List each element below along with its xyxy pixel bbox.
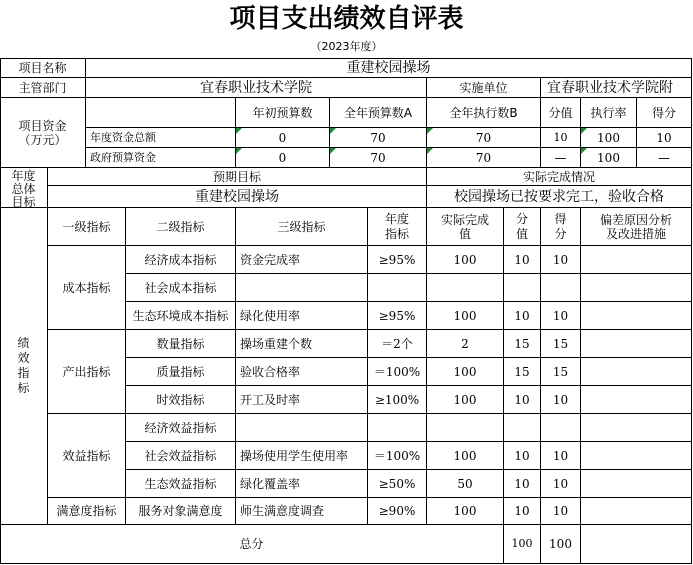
row-score[interactable]: 10	[541, 302, 581, 330]
row-score[interactable]: 10	[541, 442, 581, 470]
row-analysis[interactable]	[581, 246, 692, 274]
row-score-value[interactable]: 10	[504, 246, 541, 274]
row-l2: 数量指标	[126, 330, 236, 358]
total-label: 总分	[0, 525, 504, 564]
row-l3[interactable]: 验收合格率	[236, 358, 368, 386]
funds-row-total-executed[interactable]: 70	[427, 128, 541, 148]
funds-row-total-label: 年度资金总额	[86, 128, 236, 148]
row-analysis[interactable]	[581, 386, 692, 414]
row-analysis[interactable]	[581, 414, 692, 442]
row-score[interactable]: 10	[541, 246, 581, 274]
funds-header-annual: 全年预算数A	[330, 98, 427, 128]
funds-header-blank	[86, 98, 236, 128]
row-score[interactable]: 10	[541, 386, 581, 414]
indicators-side-label: 绩效指标	[0, 208, 48, 525]
row-actual[interactable]: 100	[427, 246, 504, 274]
funds-header-exec-rate: 执行率	[581, 98, 637, 128]
row-actual[interactable]: 50	[427, 470, 504, 498]
row-l2: 经济效益指标	[126, 414, 236, 442]
expected-goal-header: 预期目标	[48, 168, 427, 186]
row-score[interactable]	[541, 274, 581, 302]
row-l3[interactable]: 师生满意度调查	[236, 498, 368, 525]
total-analysis[interactable]	[581, 525, 692, 564]
funds-row-gov-label: 政府预算资金	[86, 148, 236, 168]
row-target[interactable]: ＝2个	[368, 330, 427, 358]
funds-row-total-initial[interactable]: 0	[236, 128, 330, 148]
row-analysis[interactable]	[581, 442, 692, 470]
row-l3[interactable]: 开工及时率	[236, 386, 368, 414]
row-target[interactable]: ＝100%	[368, 358, 427, 386]
project-name-label: 项目名称	[0, 58, 86, 78]
row-score-value[interactable]: 10	[504, 442, 541, 470]
row-score-value[interactable]	[504, 274, 541, 302]
row-score-value[interactable]: 10	[504, 386, 541, 414]
table-year: （2023年度）	[310, 40, 383, 53]
project-name-value[interactable]: 重建校园操场	[86, 58, 692, 78]
row-analysis[interactable]	[581, 302, 692, 330]
row-target[interactable]: ≥50%	[368, 470, 427, 498]
dept-label: 主管部门	[0, 78, 86, 98]
header-analysis: 偏差原因分析及改进措施	[581, 208, 692, 246]
funds-header-executed: 全年执行数B	[427, 98, 541, 128]
funds-header-initial: 年初预算数	[236, 98, 330, 128]
row-l2: 生态环境成本指标	[126, 302, 236, 330]
header-l1: 一级指标	[48, 208, 126, 246]
row-analysis[interactable]	[581, 498, 692, 525]
funds-label	[0, 98, 86, 168]
actual-goal-value[interactable]: 校园操场已按要求完工，验收合格	[427, 186, 692, 208]
table-title: 项目支出绩效自评表	[229, 4, 464, 34]
row-analysis[interactable]	[581, 274, 692, 302]
row-score-value[interactable]: 10	[504, 470, 541, 498]
row-l3[interactable]: 操场重建个数	[236, 330, 368, 358]
row-analysis[interactable]	[581, 330, 692, 358]
row-l2: 社会成本指标	[126, 274, 236, 302]
row-score[interactable]	[541, 414, 581, 442]
row-target[interactable]	[368, 274, 427, 302]
evaluation-table	[0, 58, 692, 564]
row-score-value[interactable]: 10	[504, 498, 541, 525]
funds-row-total-score[interactable]: 10	[637, 128, 692, 148]
row-l3[interactable]: 绿化使用率	[236, 302, 368, 330]
row-score-value[interactable]: 15	[504, 358, 541, 386]
row-score-value[interactable]: 15	[504, 330, 541, 358]
row-l3[interactable]: 绿化覆盖率	[236, 470, 368, 498]
funds-row-gov-initial[interactable]: 0	[236, 148, 330, 168]
row-l2: 服务对象满意度	[126, 498, 236, 525]
funds-row-gov-annual[interactable]: 70	[330, 148, 427, 168]
funds-row-total-annual[interactable]: 70	[330, 128, 427, 148]
funds-row-gov-exec-rate[interactable]: 100	[581, 148, 637, 168]
header-l3: 三级指标	[236, 208, 368, 246]
row-l3[interactable]: 操场使用学生使用率	[236, 442, 368, 470]
funds-header-score-value: 分值	[541, 98, 581, 128]
funds-row-gov-executed[interactable]: 70	[427, 148, 541, 168]
header-score: 得分	[541, 208, 581, 246]
row-l3[interactable]	[236, 414, 368, 442]
row-target[interactable]	[368, 414, 427, 442]
row-actual[interactable]: 100	[427, 386, 504, 414]
row-target[interactable]: ≥95%	[368, 246, 427, 274]
header-target: 年度指标	[368, 208, 427, 246]
row-score-value[interactable]: 10	[504, 302, 541, 330]
group-cost-label: 成本指标	[48, 246, 126, 330]
row-actual[interactable]: 100	[427, 442, 504, 470]
row-l3[interactable]	[236, 274, 368, 302]
row-l3[interactable]: 资金完成率	[236, 246, 368, 274]
dept-value[interactable]: 宜春职业技术学院	[86, 78, 427, 98]
row-l2: 生态效益指标	[126, 470, 236, 498]
total-score[interactable]: 100	[541, 525, 581, 564]
row-score[interactable]: 10	[541, 498, 581, 525]
annual-goal-label: 年度总体目标	[0, 168, 48, 208]
row-analysis[interactable]	[581, 470, 692, 498]
row-score[interactable]: 15	[541, 358, 581, 386]
funds-row-gov-score[interactable]: —	[637, 148, 692, 168]
row-actual[interactable]: 100	[427, 358, 504, 386]
row-target[interactable]: ≥90%	[368, 498, 427, 525]
row-score[interactable]: 10	[541, 470, 581, 498]
funds-row-gov-score-value[interactable]: —	[541, 148, 581, 168]
row-score-value[interactable]	[504, 414, 541, 442]
funds-row-total-score-value[interactable]: 10	[541, 128, 581, 148]
group-benefit-label: 效益指标	[48, 414, 126, 498]
total-score-value[interactable]: 100	[504, 525, 541, 564]
row-actual[interactable]: 2	[427, 330, 504, 358]
row-actual[interactable]: 100	[427, 498, 504, 525]
row-score[interactable]: 15	[541, 330, 581, 358]
row-target[interactable]: ≥100%	[368, 386, 427, 414]
row-analysis[interactable]	[581, 358, 692, 386]
row-actual[interactable]	[427, 274, 504, 302]
funds-row-total-exec-rate[interactable]: 100	[581, 128, 637, 148]
impl-unit-label: 实施单位	[427, 78, 541, 98]
group-output-label: 产出指标	[48, 330, 126, 414]
funds-label-line1: 项目资金	[18, 118, 67, 133]
impl-unit-value[interactable]: 宜春职业技术学院附	[541, 78, 692, 98]
row-target[interactable]: ≥95%	[368, 302, 427, 330]
row-l2: 社会效益指标	[126, 442, 236, 470]
row-l2: 时效指标	[126, 386, 236, 414]
row-l2: 经济成本指标	[126, 246, 236, 274]
header-l2: 二级指标	[126, 208, 236, 246]
group-satisfaction-label: 满意度指标	[48, 498, 126, 525]
header-score-value: 分值	[504, 208, 541, 246]
row-actual[interactable]	[427, 414, 504, 442]
actual-goal-header: 实际完成情况	[427, 168, 692, 186]
funds-label-line2: （万元）	[18, 132, 67, 147]
expected-goal-value[interactable]: 重建校园操场	[48, 186, 427, 208]
row-target[interactable]: ＝100%	[368, 442, 427, 470]
row-actual[interactable]: 100	[427, 302, 504, 330]
row-l2: 质量指标	[126, 358, 236, 386]
funds-header-score: 得分	[637, 98, 692, 128]
header-actual: 实际完成值	[427, 208, 504, 246]
